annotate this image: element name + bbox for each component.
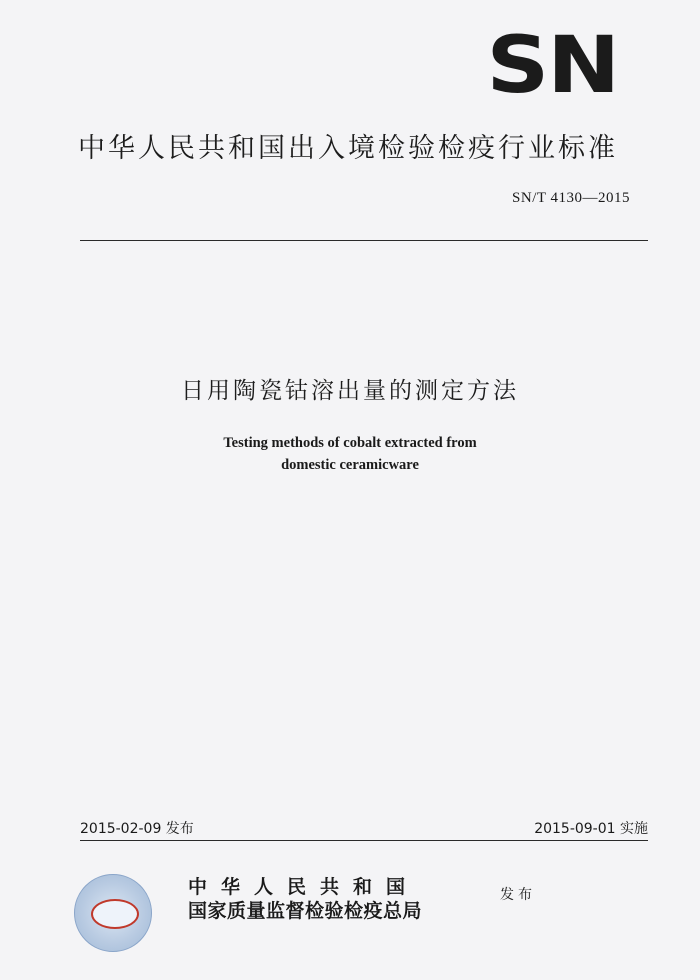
industry-standard-title: 中华人民共和国出入境检验检疫行业标准 <box>78 133 618 164</box>
standard-number: SN/T 4130—2015 <box>512 190 630 206</box>
issuer-line1: 中华人民共和国 <box>188 876 420 898</box>
issue-label: 发布 <box>500 887 536 903</box>
issue-date: 2015-02-09 发布 <box>80 821 194 837</box>
anti-counterfeit-seal-icon <box>74 874 152 952</box>
english-title-line1: Testing methods of cobalt extracted from <box>223 435 477 451</box>
chinese-title: 日用陶瓷钴溶出量的测定方法 <box>181 378 519 404</box>
issuer-line2: 国家质量监督检验检疫总局 <box>188 900 423 922</box>
english-title-line2: domestic ceramicware <box>281 457 419 473</box>
effective-date: 2015-09-01 实施 <box>534 821 648 837</box>
top-divider <box>80 240 648 241</box>
bottom-divider <box>80 840 648 841</box>
sn-logo: SN <box>486 21 618 111</box>
seal-emblem-icon <box>91 899 139 929</box>
